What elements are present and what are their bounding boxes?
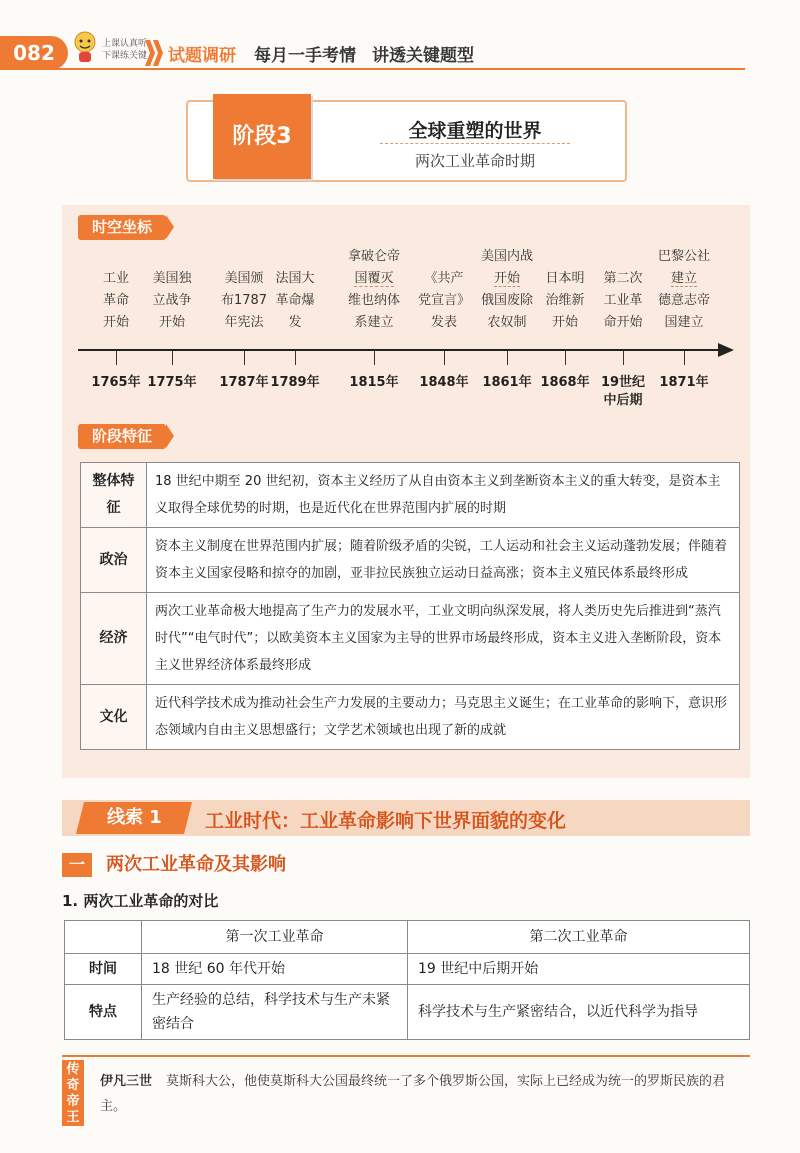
- clue-tag: [76, 802, 192, 834]
- timeline-event-row: [132, 290, 212, 312]
- timeline-year-text: 中后期: [603, 393, 643, 408]
- row-text: 两次工业革命极大地提高了生产力的发展水平，工业文明向纵深发展，将人类历史先后推进到“蒸汽时代”“电气时代”；以欧美资本主义国家为主导的世界市场最终形成，资本主义进入垄断阶段，资本主义世界经济体系最终形成: [147, 593, 740, 685]
- timeline-event-row: [644, 268, 724, 290]
- timeline-year-text: 19世纪: [600, 375, 646, 390]
- timeline-year-text: 1815年: [349, 375, 399, 390]
- table-row: [65, 954, 750, 985]
- timeline-event-row: [334, 268, 414, 290]
- header-divider: [0, 68, 745, 70]
- timeline-tick: [565, 351, 566, 365]
- item-heading: 1. 两次工业革命的对比: [62, 892, 219, 910]
- stage-divider: [380, 143, 570, 144]
- header-small-line: 下课练关键: [102, 51, 148, 61]
- timeline-year-text: 1868年: [540, 375, 590, 390]
- timeline-event-line: 开始: [551, 315, 578, 330]
- header-small-text: [102, 38, 147, 62]
- timeline-event-line: 系建立: [354, 315, 394, 330]
- comparison-table: [64, 920, 750, 1040]
- table-cell: 19 世纪中后期开始: [408, 954, 750, 985]
- timeline-event-row: [467, 246, 547, 268]
- timeline-event: [132, 268, 212, 334]
- timeline-event-row: [334, 246, 414, 268]
- timeline-event-row: [255, 312, 335, 334]
- timeline-event-line: 美国内战: [480, 249, 533, 264]
- timeline-event-line: 维也纳体: [347, 293, 400, 308]
- timeline-event-line: 俄国废除: [480, 293, 533, 308]
- stage-title: 全球重塑的世界: [408, 120, 542, 142]
- timeline-tick: [507, 351, 508, 365]
- timeline-event-row: [334, 290, 414, 312]
- timeline-event-line: 美国颁: [224, 271, 264, 286]
- timeline-event-line: 党宣言》: [417, 293, 470, 308]
- timeline-event-line: 立战争: [152, 293, 192, 308]
- timeline-event-line: 革命爆: [275, 293, 315, 308]
- corner-cell: [65, 921, 142, 954]
- table-row: [65, 985, 750, 1040]
- timeline-event-line: 德意志帝: [657, 293, 710, 308]
- timeline-tick: [623, 351, 624, 365]
- timeline-tick: [116, 351, 117, 365]
- mascot-icon: [70, 30, 100, 64]
- row-text: 近代科学技术成为推动社会生产力发展的主要动力；马克思主义诞生；在工业革命的影响下，意识形态领域内自由主义思想盛行；文学艺术领域也出现了新的成就: [147, 685, 740, 750]
- timeline-event-line: 农奴制: [487, 315, 527, 330]
- timeline-event-row: [132, 268, 212, 290]
- page-number: 082: [0, 36, 68, 70]
- timeline-event-line: 《共产: [424, 271, 464, 286]
- subsection-number: 一: [62, 853, 92, 877]
- timeline-event-line: 开始: [102, 315, 129, 330]
- timeline-year-text: 1765年: [91, 375, 141, 390]
- timeline-event-line: 国覆灭: [354, 271, 394, 286]
- timeline-event: [255, 268, 335, 334]
- timeline-event-line: 建立: [670, 271, 697, 286]
- timeline-year-text: 1787年: [219, 375, 269, 390]
- timeline-event-row: [132, 312, 212, 334]
- table-header-row: [65, 921, 750, 954]
- timeline-event-line: 美国独: [152, 271, 192, 286]
- timeline-tick: [444, 351, 445, 365]
- table-cell: 18 世纪 60 年代开始: [142, 954, 408, 985]
- timeline-event-line: 日本明: [545, 271, 585, 286]
- timeline-year: [649, 374, 719, 392]
- timeline-event-line: 开始: [158, 315, 185, 330]
- footer-name: 伊凡三世: [100, 1074, 153, 1089]
- timeline-axis: [78, 340, 738, 360]
- footer-text: 莫斯科大公，他使莫斯科大公国最终统一了多个俄罗斯公国，实际上已经成为统一的罗斯民族的君主。: [100, 1074, 726, 1114]
- timeline-event-line: 革命: [102, 293, 129, 308]
- timeline-event-line: 布1787: [220, 293, 268, 308]
- table-cell: 生产经验的总结，科学技术与生产未紧密结合: [142, 985, 408, 1040]
- timeline-year: [137, 374, 207, 392]
- table-row: [81, 463, 740, 528]
- timeline-year: [588, 374, 658, 410]
- timeline-event-line: 治维新: [545, 293, 585, 308]
- timeline-event-row: [644, 246, 724, 268]
- row-head: 经济: [81, 593, 147, 685]
- stripes-decoration-icon: [143, 40, 163, 66]
- timeline-section-label: 时空坐标: [78, 215, 166, 240]
- features-section-label: 阶段特征: [78, 424, 166, 449]
- table-row: [81, 685, 740, 750]
- row-text: 资本主义制度在世界范围内扩展；随着阶级矛盾的尖锐，工人运动和社会主义运动蓬勃发展；伴随着资本主义国家侵略和掠夺的加剧，亚非拉民族独立运动日益高涨；资本主义殖民体系最终形成: [147, 528, 740, 593]
- timeline-tick: [172, 351, 173, 365]
- timeline-year-text: 1848年: [419, 375, 469, 390]
- table-row: [81, 593, 740, 685]
- column-header: 第一次工业革命: [142, 921, 408, 954]
- timeline-event-line: 拿破仑帝: [347, 249, 400, 264]
- header-title: [168, 41, 474, 66]
- timeline-year: [339, 374, 409, 392]
- stage-subtitle: 两次工业革命时期: [414, 152, 535, 170]
- row-label: 时间: [65, 954, 142, 985]
- header-small-line: 上课认真听: [102, 39, 148, 49]
- timeline-year-text: 1861年: [482, 375, 532, 390]
- timeline-year: [260, 374, 330, 392]
- timeline-event-row: [255, 290, 335, 312]
- timeline-event: [644, 246, 724, 334]
- timeline-tick: [244, 351, 245, 365]
- row-head-text: 整体特征: [92, 473, 135, 516]
- table-row: [81, 528, 740, 593]
- timeline-year-text: 1871年: [659, 375, 709, 390]
- timeline-event-line: 年宪法: [224, 315, 264, 330]
- timeline-event-line: 发: [288, 315, 302, 330]
- timeline-event-line: 巴黎公社: [657, 249, 710, 264]
- timeline-event-row: [644, 312, 724, 334]
- timeline-event-line: 开始: [493, 271, 520, 286]
- timeline-event-line: 发表: [430, 315, 457, 330]
- clue-tag-text: 线索 1: [106, 807, 162, 828]
- timeline-event-row: [334, 312, 414, 334]
- row-text: 18 世纪中期至 20 世纪初，资本主义经历了从自由资本主义到垄断资本主义的重大转变，是资本主义取得全球优势的时期，也是近代化在世界范围内扩展的时期: [147, 463, 740, 528]
- timeline-tick: [295, 351, 296, 365]
- stage-tag: 阶段3: [213, 94, 311, 179]
- timeline-event-line: 法国大: [275, 271, 315, 286]
- timeline-year: [409, 374, 479, 392]
- timeline-event: [334, 246, 414, 334]
- row-head: 文化: [81, 685, 147, 750]
- timeline-year-text: 1789年: [270, 375, 320, 390]
- column-header: 第二次工业革命: [408, 921, 750, 954]
- footer-note: [100, 1069, 740, 1119]
- footer-divider: [62, 1055, 750, 1057]
- timeline-event-line: 国建立: [664, 315, 704, 330]
- timeline-event-row: [255, 268, 335, 290]
- table-cell: 科学技术与生产紧密结合，以近代科学为指导: [408, 985, 750, 1040]
- features-table: [80, 462, 740, 750]
- footer-tag: 传奇帝王: [62, 1060, 84, 1126]
- row-label: 特点: [65, 985, 142, 1040]
- row-head: [81, 463, 147, 528]
- row-head: 政治: [81, 528, 147, 593]
- subsection-title: 两次工业革命及其影响: [106, 854, 286, 875]
- timeline-event-line: 工业革: [603, 293, 643, 308]
- timeline-tick: [374, 351, 375, 365]
- header-slogan: 讲透关键题型: [372, 46, 474, 66]
- section-name: 试题调研: [168, 46, 236, 66]
- clue-title: 工业时代：工业革命影响下世界面貌的变化: [205, 810, 567, 832]
- timeline-year-text: 1775年: [147, 375, 197, 390]
- timeline-event-row: [644, 290, 724, 312]
- header-slogan: 每月一手考情: [254, 46, 356, 66]
- timeline-event-line: 命开始: [603, 315, 643, 330]
- timeline-tick: [684, 351, 685, 365]
- timeline-event-line: 第二次: [603, 271, 643, 286]
- timeline-event-line: 工业: [102, 271, 129, 286]
